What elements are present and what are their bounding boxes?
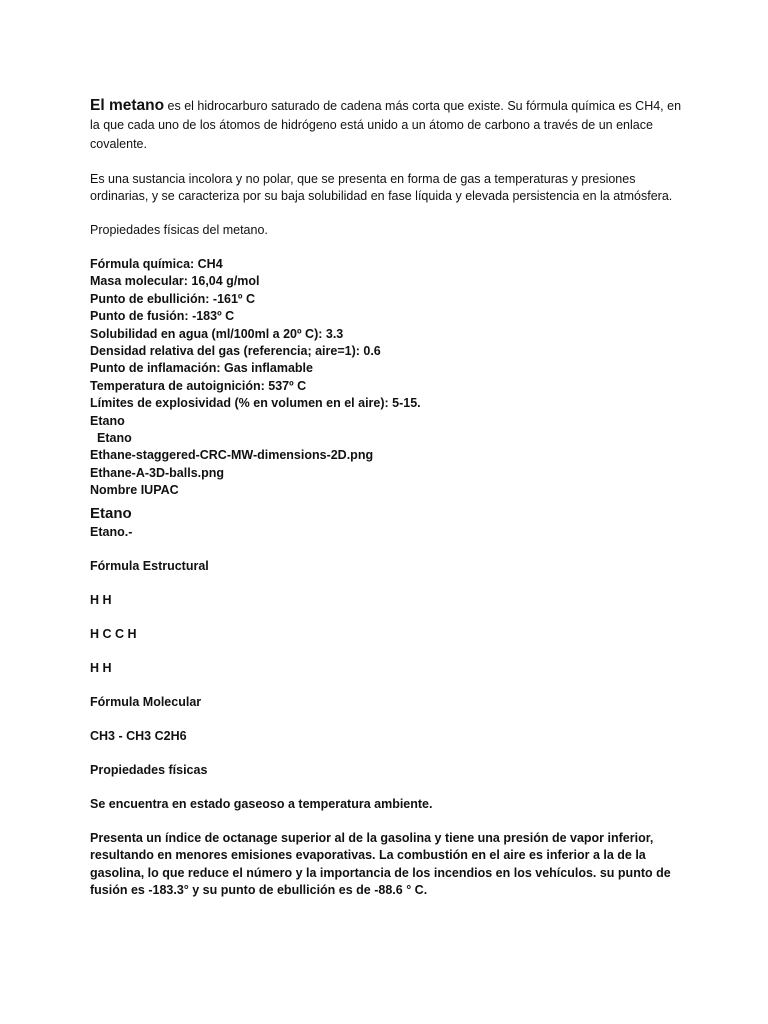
structure-line: H H [90, 660, 112, 675]
structure-line: H H [90, 592, 112, 607]
formula-molecular-label: Fórmula Molecular [90, 694, 202, 709]
property-item: Punto de fusión: -183º C [90, 309, 235, 324]
property-item: Punto de inflamación: Gas inflamable [90, 361, 313, 376]
property-item: Solubilidad en agua (ml/100ml a 20º C): 3.3 [90, 326, 344, 341]
file-name: Ethane-A-3D-balls.png [90, 465, 225, 480]
estado-text: Se encuentra en estado gaseoso a temperatura ambiente. [90, 796, 433, 811]
properties-heading: Propiedades físicas del metano. [90, 223, 268, 237]
intro-paragraph [90, 96, 690, 154]
property-item: Límites de explosividad (% en volumen en el aire): 5-15. [90, 396, 421, 411]
file-name: Ethane-staggered-CRC-MW-dimensions-2D.png [90, 448, 374, 463]
property-item: Masa molecular: 16,04 g/mol [90, 274, 260, 289]
property-item: Fórmula química: CH4 [90, 257, 223, 271]
etano-heading: Etano [90, 504, 132, 522]
intro-text: es el hidrocarburo saturado de cadena más corta que existe. Su fórmula química es CH4, en la que cada uno de los átomos de hidrógeno está unido a un átomo de carbono a través de un enlace covalente. [90, 99, 682, 151]
property-item-indented: Etano [97, 431, 132, 446]
property-item: Etano [90, 413, 125, 428]
property-item: Punto de ebullición: -161º C [90, 291, 255, 306]
formula-molecular: CH3 - CH3 C2H6 [90, 728, 187, 743]
etano-subheading: Etano.- [90, 524, 133, 539]
description-paragraph: Es una sustancia incolora y no polar, que se presenta en forma de gas a temperaturas y presiones ordinarias, y se caracteriza por su baja solubilidad en fase líquida y elevada persistencia en la atmósfera. [90, 172, 673, 203]
final-paragraph: Presenta un índice de octanage superior al de la gasolina y tiene una presión de vapor inferior, resultando en menores emisiones evaporativas. La combustión en el aire es inferior a la de la gasolina, lo que reduce el número y la importancia de los incendios en los vehículos. su punto de fusión es -183.3° y su punto de ebullición es de -88.6 ° C. [90, 830, 671, 898]
intro-title: El metano [90, 97, 165, 114]
propiedades-fisicas-label: Propiedades físicas [90, 762, 208, 777]
property-item: Temperatura de autoignición: 537º C [90, 378, 307, 393]
formula-estructural-label: Fórmula Estructural [90, 558, 209, 573]
iupac-label: Nombre IUPAC [90, 483, 179, 498]
property-item: Densidad relativa del gas (referencia; aire=1): 0.6 [90, 344, 381, 359]
properties-list [90, 256, 690, 500]
document-page [90, 96, 690, 900]
structure-line: H C C H [90, 626, 137, 641]
